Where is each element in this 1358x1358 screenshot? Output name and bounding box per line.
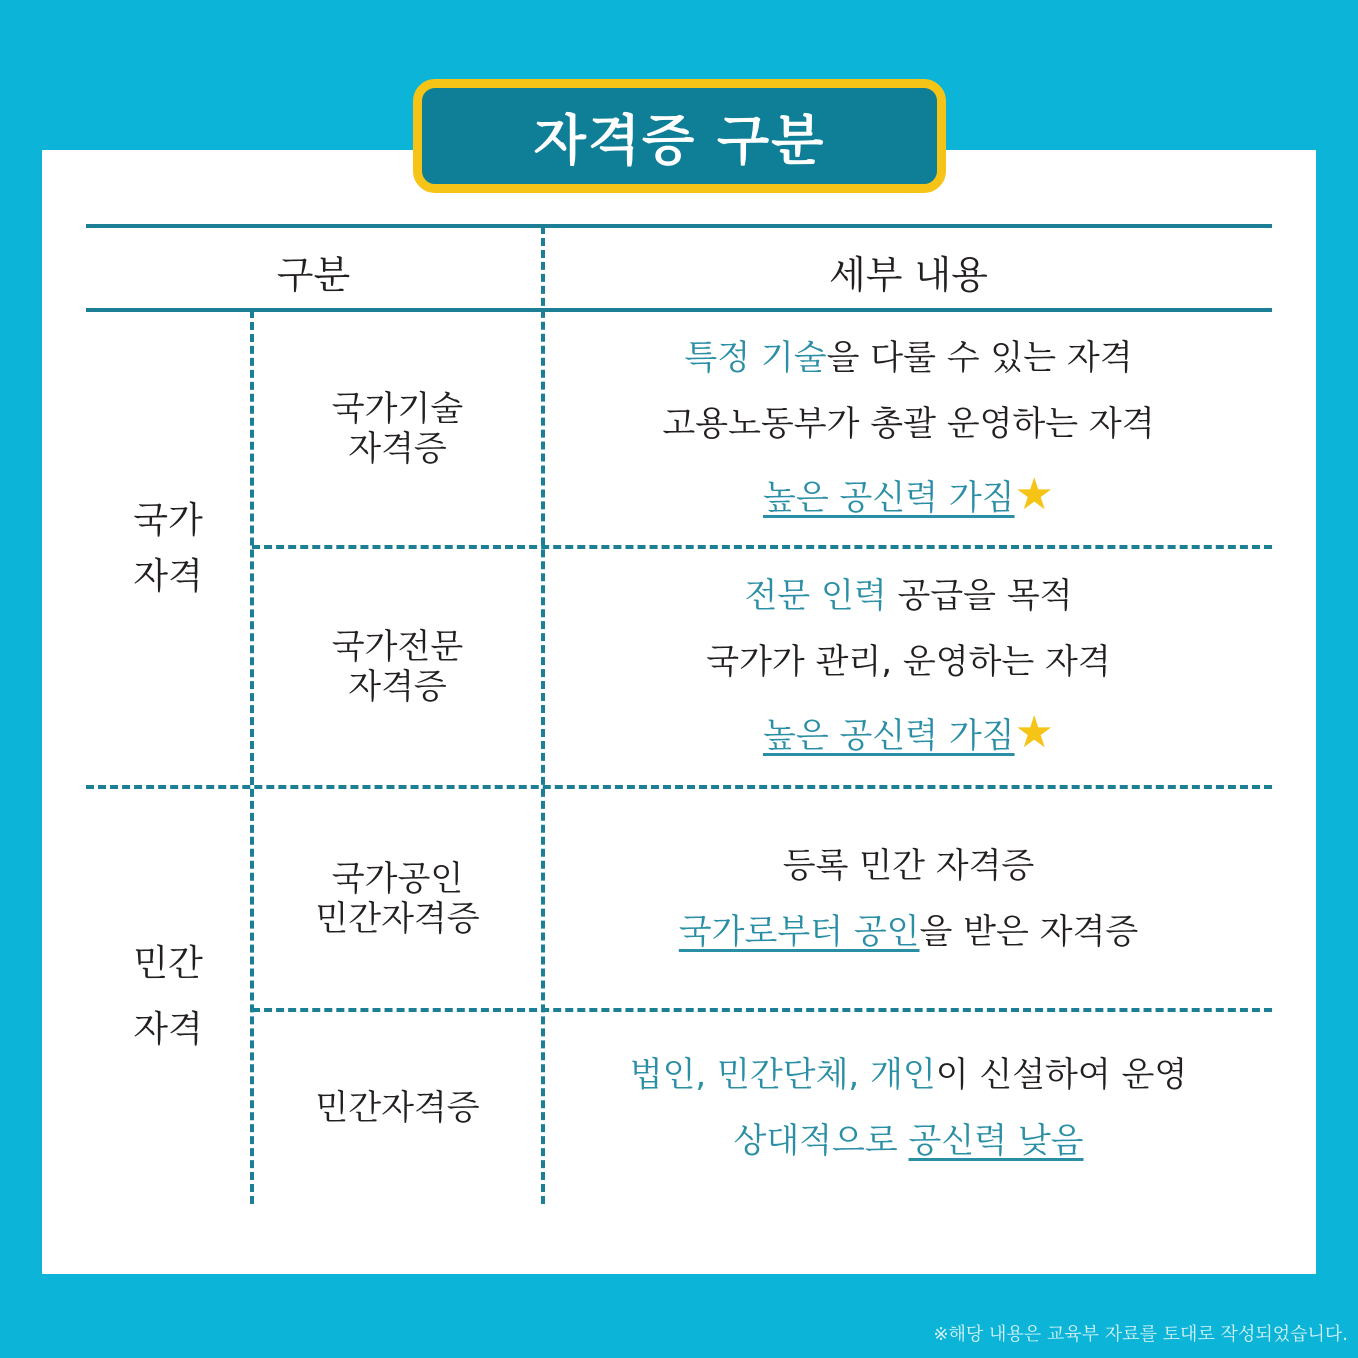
page-title: 자격증 구분 (533, 108, 826, 172)
highlight-text: 전문 인력 (744, 576, 887, 616)
row-details: 특정 기술을 다룰 수 있는 자격 고용노동부가 총괄 운영하는 자격 높은 공신력 가짐★ (662, 337, 1155, 520)
header-category: 구분 (276, 253, 351, 297)
highlight-text: 상대적으로 (733, 1121, 909, 1161)
table-top-rule (86, 224, 1272, 228)
group-label-private: 민간 자격 (133, 942, 203, 1050)
star-icon: ★ (1014, 707, 1054, 758)
row-name: 국가전문 자격증 (331, 627, 464, 707)
highlight-text: 특정 기술 (684, 337, 827, 378)
row-details: 법인, 민간단체, 개인이 신설하여 운영 상대적으로 공신력 낮음 (629, 1055, 1188, 1161)
star-icon: ★ (1014, 468, 1054, 520)
row-details: 전문 인력 공급을 목적 국가가 관리, 운영하는 자격 높은 공신력 가짐★ (706, 576, 1111, 758)
row-name: 국가공인 민간자격증 (315, 858, 480, 939)
highlight-text: 법인, 민간단체, 개인 (629, 1055, 936, 1095)
source-footnote: ※해당 내용은 교육부 자료를 토대로 작성되었습니다. (933, 1324, 1348, 1345)
underlined-text: 공신력 낮음 (908, 1121, 1084, 1161)
row-name: 국가기술 자격증 (331, 388, 464, 469)
row-details: 등록 민간 자격증 국가로부터 공인을 받은 자격증 (678, 845, 1139, 952)
title-badge (413, 79, 946, 193)
underlined-text: 높은 공신력 가짐 (763, 477, 1015, 518)
row-name: 민간자격증 (315, 1088, 480, 1128)
underlined-text: 국가로부터 공인 (678, 911, 920, 952)
header-details: 세부 내용 (829, 253, 988, 297)
group-label-national: 국가 자격 (133, 499, 203, 597)
underlined-text: 높은 공신력 가짐 (763, 716, 1015, 756)
